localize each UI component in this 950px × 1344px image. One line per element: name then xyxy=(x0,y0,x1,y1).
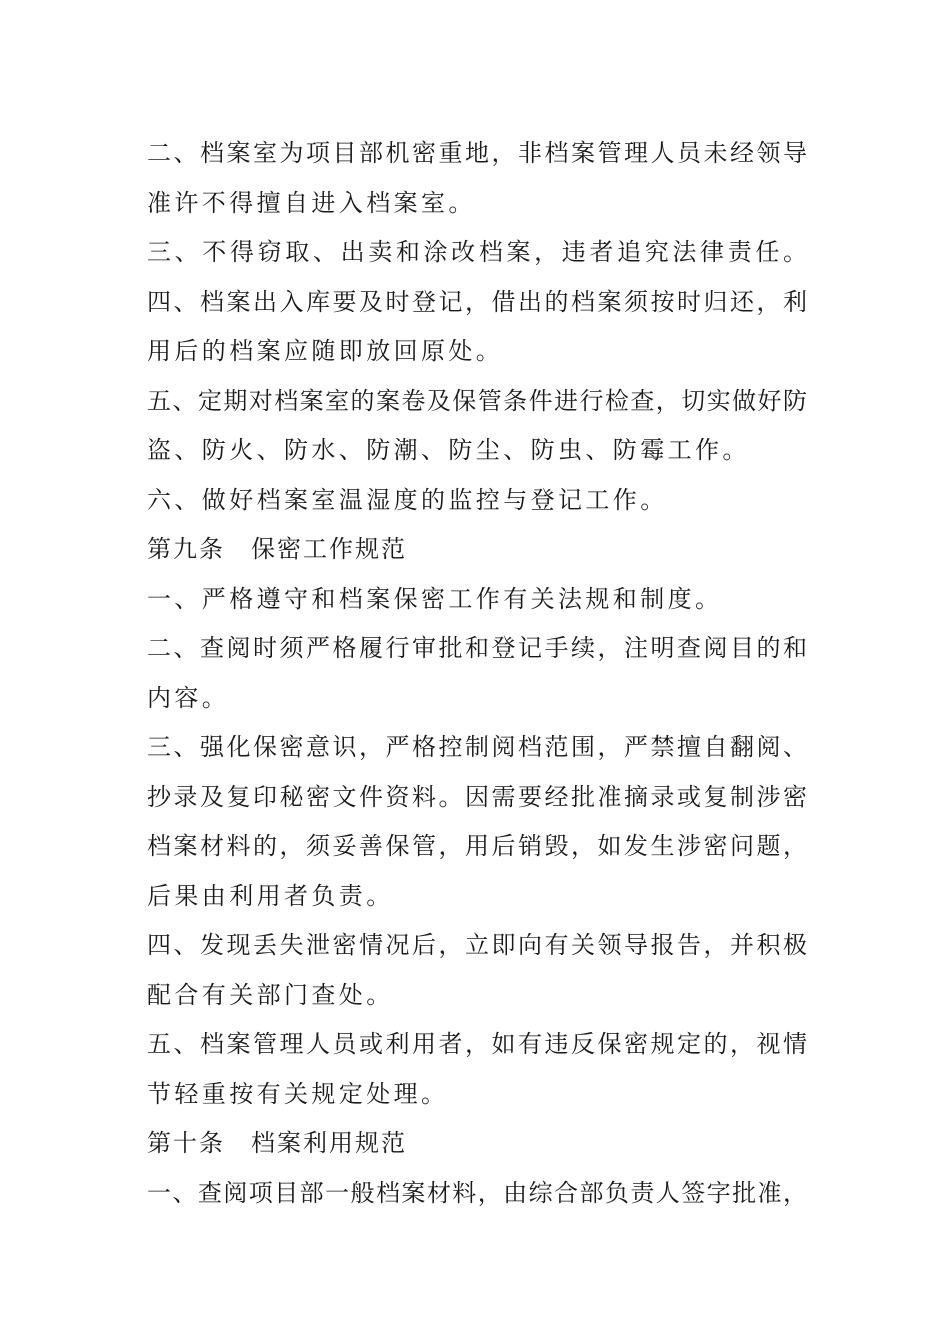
section-heading: 第十条 档案利用规范 xyxy=(147,1129,407,1157)
section-heading: 第九条 保密工作规范 xyxy=(147,535,407,563)
paragraph-line: 内容。 xyxy=(147,683,230,712)
paragraph-line: 四、档案出入库要及时登记，借出的档案须按时归还，利 xyxy=(147,287,807,316)
paragraph-line: 二、档案室为项目部机密重地，非档案管理人员未经领导 xyxy=(147,139,807,167)
paragraph-line: 五、定期对档案室的案卷及保管条件进行检查，切实做好防 xyxy=(147,386,807,415)
paragraph-line: 盗、防火、防水、防潮、防尘、防虫、防霉工作。 xyxy=(147,436,750,464)
paragraph-line: 准许不得擅自进入档案室。 xyxy=(147,188,476,217)
paragraph-line: 档案材料的，须妥善保管，用后销毁，如发生涉密问题， xyxy=(147,832,807,860)
paragraph-line: 一、严格遵守和档案保密工作有关法规和制度。 xyxy=(147,584,723,613)
paragraph-line: 后果由利用者负责。 xyxy=(147,881,394,910)
paragraph-line: 二、查阅时须严格履行审批和登记手续，注明查阅目的和 xyxy=(147,634,807,662)
paragraph-line: 抄录及复印秘密文件资料。因需要经批准摘录或复制涉密 xyxy=(147,782,807,811)
document-body xyxy=(147,129,807,1218)
paragraph-line: 三、不得窃取、出卖和涂改档案，违者追究法律责任。 xyxy=(147,238,807,266)
paragraph-line: 三、强化保密意识，严格控制阅档范围，严禁擅自翻阅、 xyxy=(147,733,807,761)
paragraph-line: 六、做好档案室温湿度的监控与登记工作。 xyxy=(147,485,668,514)
paragraph-line: 配合有关部门查处。 xyxy=(147,980,394,1009)
paragraph-line: 五、档案管理人员或利用者，如有违反保密规定的，视情 xyxy=(147,1030,807,1058)
paragraph-line: 一、查阅项目部一般档案材料，由综合部负责人签字批准， xyxy=(147,1178,807,1207)
paragraph-line: 节轻重按有关规定处理。 xyxy=(147,1079,449,1108)
paragraph-line: 用后的档案应随即放回原处。 xyxy=(147,337,504,365)
paragraph-line: 四、发现丢失泄密情况后，立即向有关领导报告，并积极 xyxy=(147,931,807,959)
